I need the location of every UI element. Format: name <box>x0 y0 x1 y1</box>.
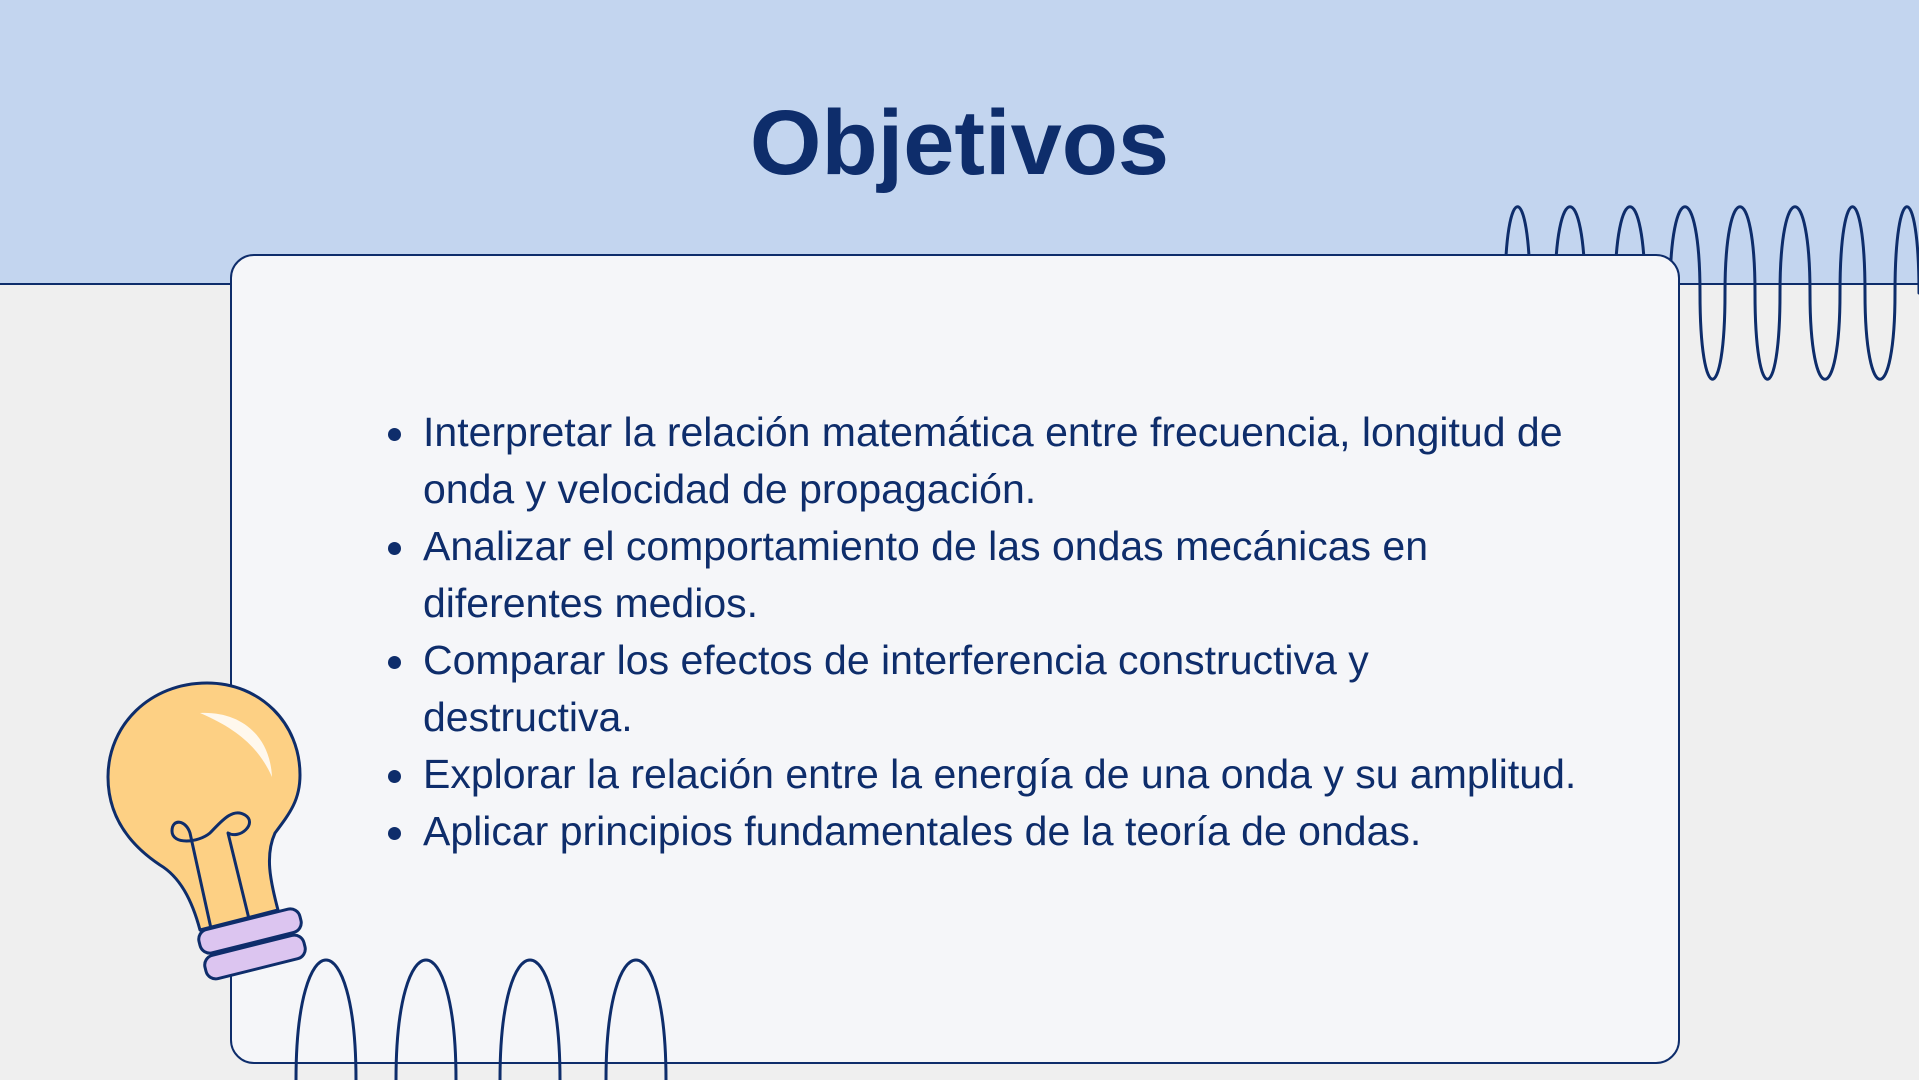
objective-text: Aplicar principios fundamentales de la teoría de ondas. <box>423 808 1422 854</box>
objective-text: Comparar los efectos de interferencia constructiva y destructiva. <box>423 637 1369 740</box>
bullet-icon <box>388 542 401 555</box>
bullet-icon <box>388 656 401 669</box>
list-item <box>380 632 1580 746</box>
list-item <box>380 518 1580 632</box>
objectives-list <box>380 404 1580 860</box>
list-item <box>380 803 1580 860</box>
list-item <box>380 404 1580 518</box>
list-item <box>380 746 1580 803</box>
bullet-icon <box>388 827 401 840</box>
objective-text: Analizar el comportamiento de las ondas mecánicas en diferentes medios. <box>423 523 1429 626</box>
slide-title: Objetivos <box>749 92 1170 194</box>
lightbulb-icon <box>100 675 315 985</box>
bullet-icon <box>388 428 401 441</box>
bullet-icon <box>388 770 401 783</box>
objective-text: Explorar la relación entre la energía de una onda y su amplitud. <box>423 751 1577 797</box>
objective-text: Interpretar la relación matemática entre frecuencia, longitud de onda y velocidad de propagación. <box>423 409 1563 512</box>
bottom-wave-icon <box>280 960 680 1080</box>
